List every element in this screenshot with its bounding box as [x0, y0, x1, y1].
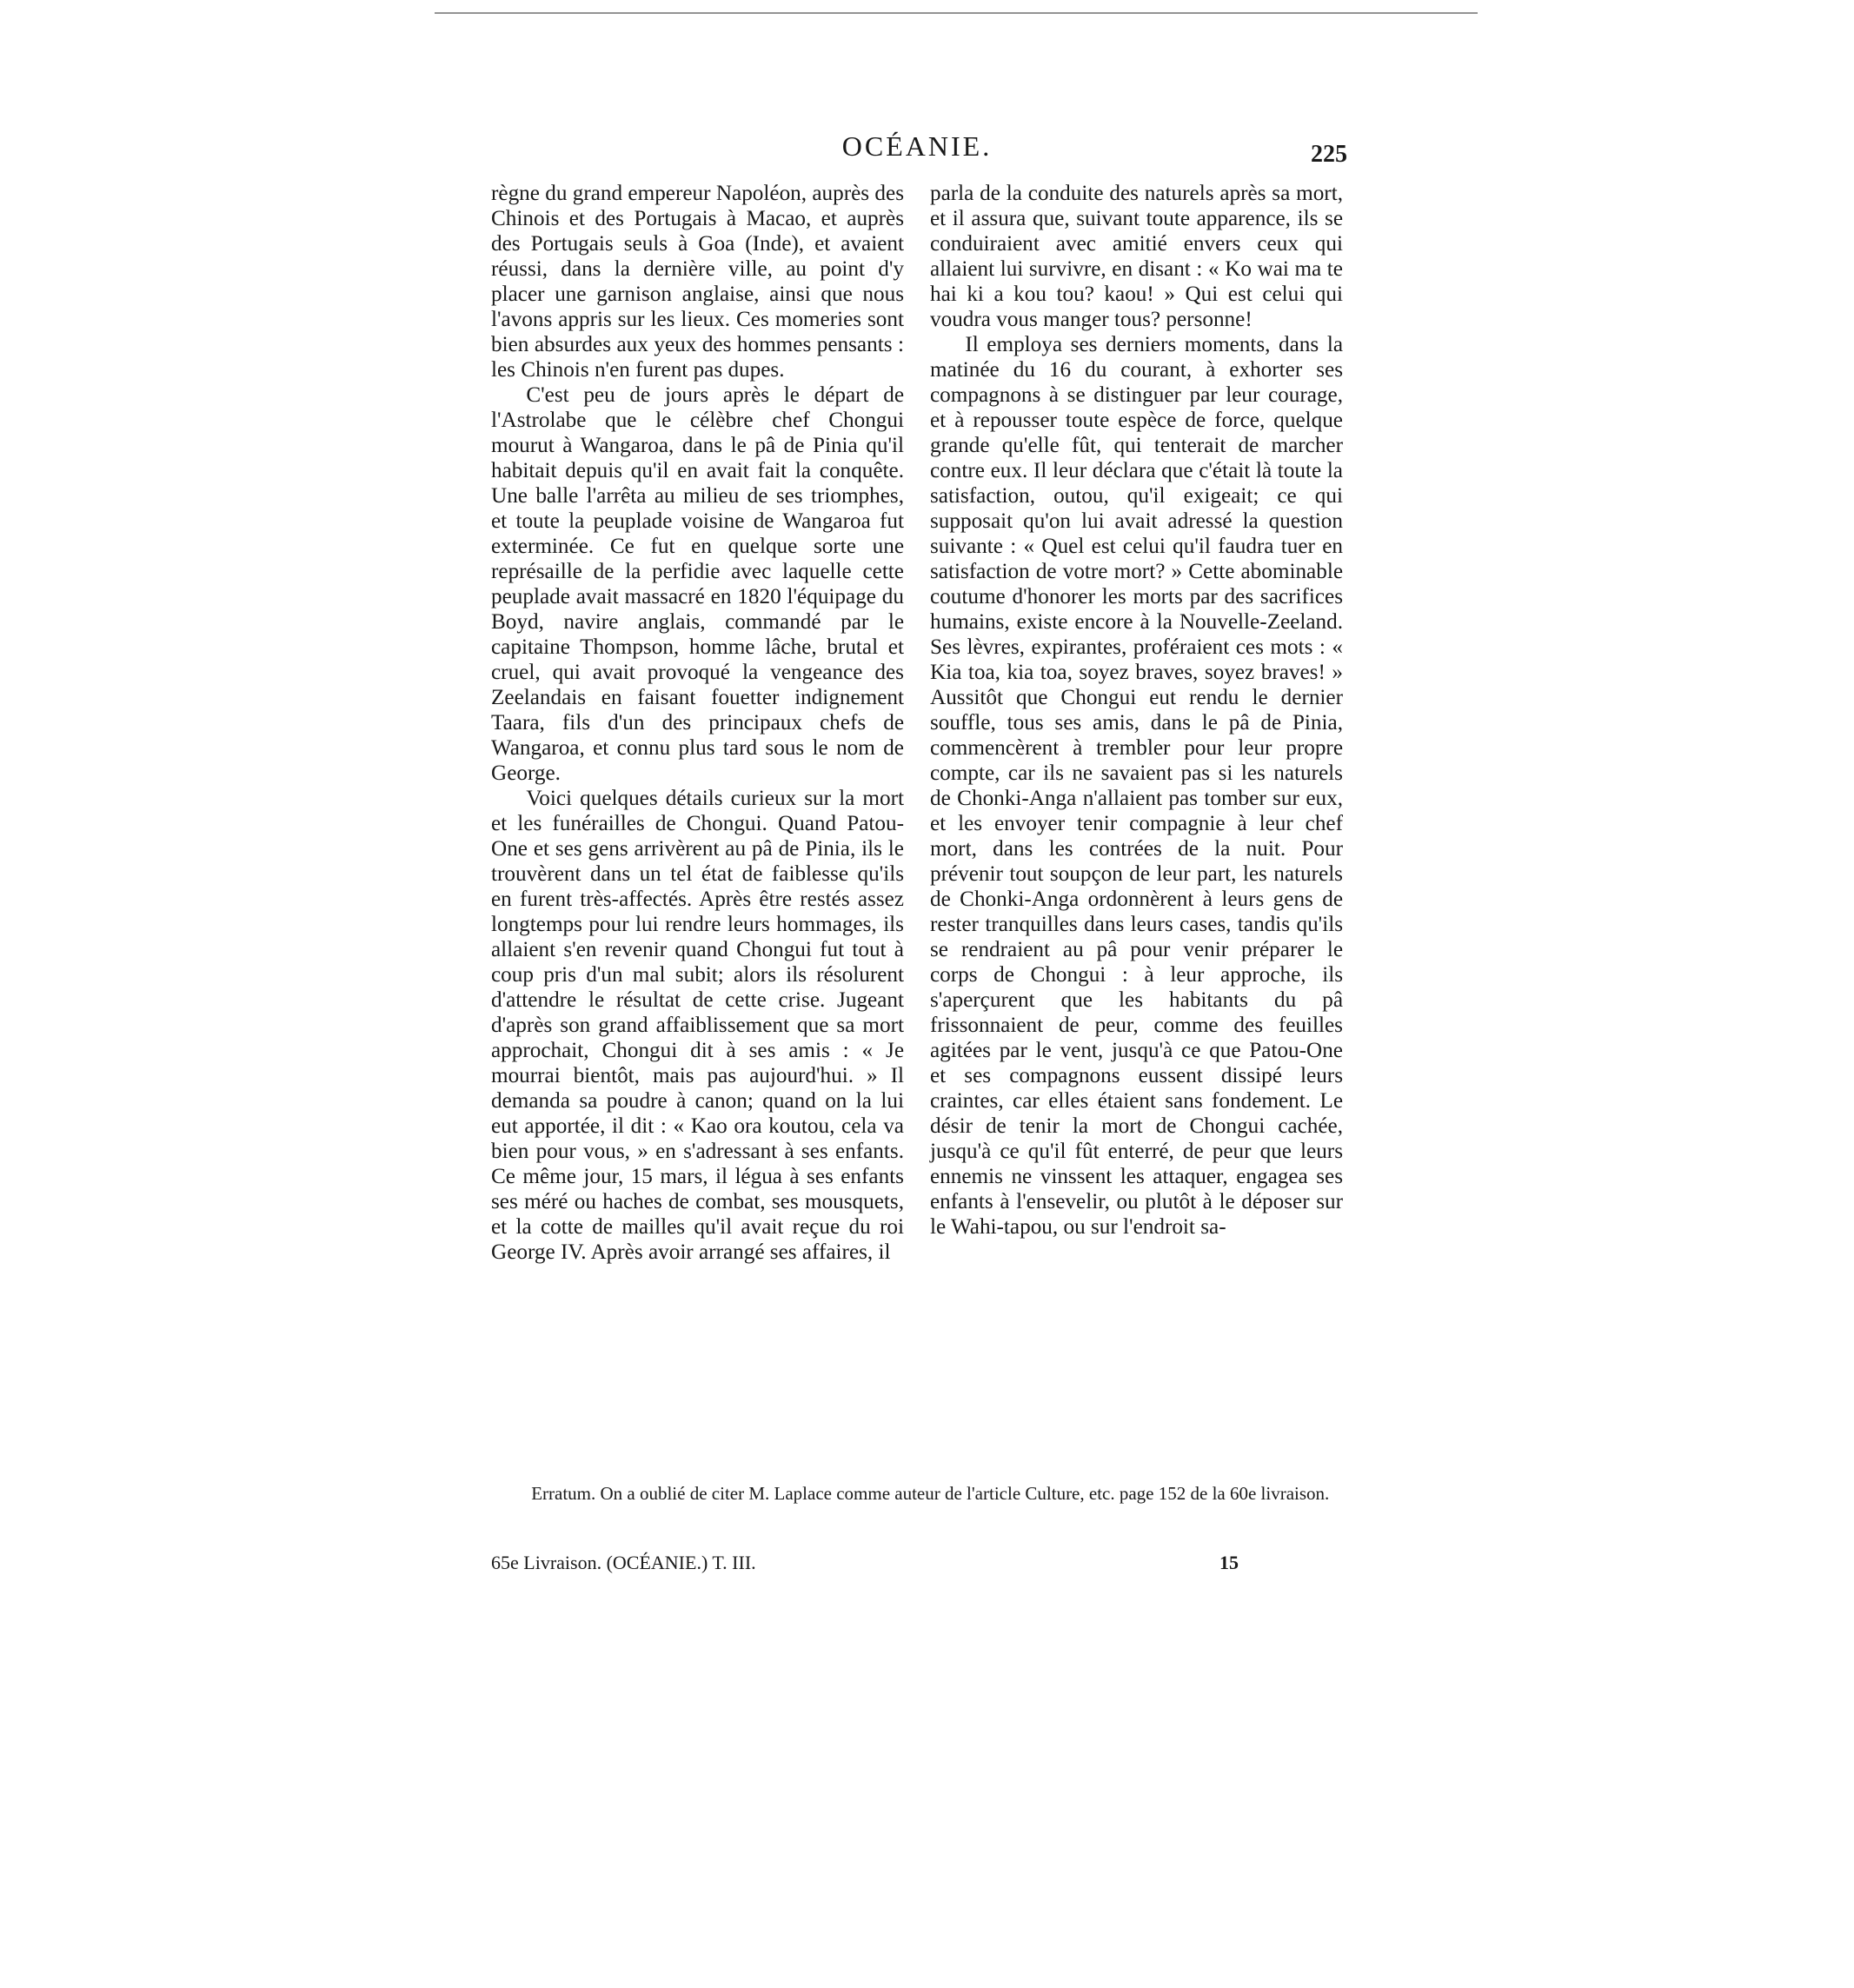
signature-label: 65e Livraison. (OCÉANIE.) T. III.	[491, 1552, 756, 1573]
printer-signature	[491, 1552, 1343, 1581]
page-header	[487, 130, 1347, 183]
left-column	[491, 181, 904, 1265]
running-head: OCÉANIE.	[841, 130, 993, 162]
paragraph: parla de la conduite des naturels après sa mort, et il assura que, suivant toute apparence, ils se conduiraient avec amitié envers ceux qui allaient lui survivre, en disant : « Ko wai ma te hai ki a kou tou? kaou! » Qui est celui qui voudra vous manger tous? personne!	[930, 182, 1343, 331]
paragraph: C'est peu de jours après le départ de l'Astrolabe que le célèbre chef Chongui mourut à Wangaroa, dans le pâ de Pinia qu'il habitait depuis qu'il en avait fait la conquête. Une balle l'arrêta au milieu de ses triomphes, et toute la peuplade voisine de Wangaroa fut exterminée. Ce fut en quelque sorte une représaille de la perfidie avec laquelle cette peuplade avait massacré en 1820 l'équipage du Boyd, navire anglais, commandé par le capitaine Thompson, homme lâche, brutal et cruel, qui avait provoqué la vengeance des Zeelandais en faisant fouetter indignement Taara, fils d'un des principaux chefs de Wangaroa, et connu plus tard sous le nom de George.	[491, 383, 904, 785]
right-column	[930, 181, 1343, 1240]
paragraph: Voici quelques détails curieux sur la mort et les funérailles de Chongui. Quand Patou-One et ses gens arrivèrent au pâ de Pinia, ils le trouvèrent dans un tel état de faiblesse qu'ils en furent très-affectés. Après être restés assez longtemps pour lui rendre leurs hommages, ils allaient s'en revenir quand Chongui fut tout à coup pris d'un mal subit; alors ils résolurent d'attendre le résultat de cette crise. Jugeant d'après son grand affaiblissement que sa mort approchait, Chongui dit à ses amis : « Je mourrai bientôt, mais pas aujourd'hui. » Il demanda sa poudre à canon; quand on la lui eut apportée, il dit : « Kao ora koutou, cela va bien pour vous, » en s'adressant à ses enfants. Ce même jour, 15 mars, il légua à ses enfants ses méré ou haches de combat, ses mousquets, et la cotte de mailles qu'il avait reçue du roi George IV. Après avoir arrangé ses affaires, il	[491, 787, 904, 1264]
scan-edge-rule	[435, 12, 1478, 14]
signature-number: 15	[1219, 1552, 1239, 1573]
paragraph: Il employa ses derniers moments, dans la matinée du 16 du courant, à exhorter ses compagnons à se distinguer par leur courage, et à repousser toute espèce de force, quelque grande qu'elle fût, qui tenterait de marcher contre eux. Il leur déclara que c'était là toute la satisfaction, outou, qu'il exigeait; ce qui supposait qu'on lui avait adressé la question suivante : « Quel est celui qu'il faudra tuer en satisfaction de votre mort? » Cette abominable coutume d'honorer les morts par des sacrifices humains, existe encore à la Nouvelle-Zeeland. Ses lèvres, expirantes, proféraient ces mots : « Kia toa, kia toa, soyez braves, soyez braves! » Aussitôt que Chongui eut rendu le dernier souffle, tous ses amis, dans le pâ de Pinia, commencèrent à trembler pour leur propre compte, car ils ne savaient pas si les naturels de Chonki-Anga n'allaient pas tomber sur eux, et les envoyer tenir compagnie à leur chef mort, dans les contrées de la nuit. Pour prévenir tout soupçon de leur part, les naturels de Chonki-Anga ordonnèrent à leurs gens de rester tranquilles dans leurs cases, tandis qu'ils se rendraient au pâ pour venir préparer le corps de Chongui : à leur approche, ils s'aperçurent que les habitants du pâ frissonnaient de peur, comme des feuilles agitées par le vent, jusqu'à ce que Patou-One et ses compagnons eussent dissipé leurs craintes, car elles étaient sans fondement. Le désir de tenir la mort de Chongui cachée, jusqu'à ce qu'il fût enterré, de peur que leurs ennemis ne vinssent les attaquer, engagea ses enfants à l'ensevelir, ou plutôt à le déposer sur le Wahi-tapou, ou sur l'endroit sa-	[930, 333, 1343, 1239]
paragraph: règne du grand empereur Napoléon, auprès des Chinois et des Portugais à Macao, et auprès des Portugais seuls à Goa (Inde), et avaient réussi, dans la dernière ville, au point d'y placer une garnison anglaise, ainsi que nous l'avons appris sur les lieux. Ces momeries sont bien absurdes aux yeux des hommes pensants : les Chinois n'en furent pas dupes.	[491, 182, 904, 382]
erratum-footnote: Erratum. On a oublié de citer M. Laplace comme auteur de l'article Culture, etc. page 152 de la 60e livraison.	[531, 1483, 1330, 1504]
page-number: 225	[1311, 141, 1347, 168]
